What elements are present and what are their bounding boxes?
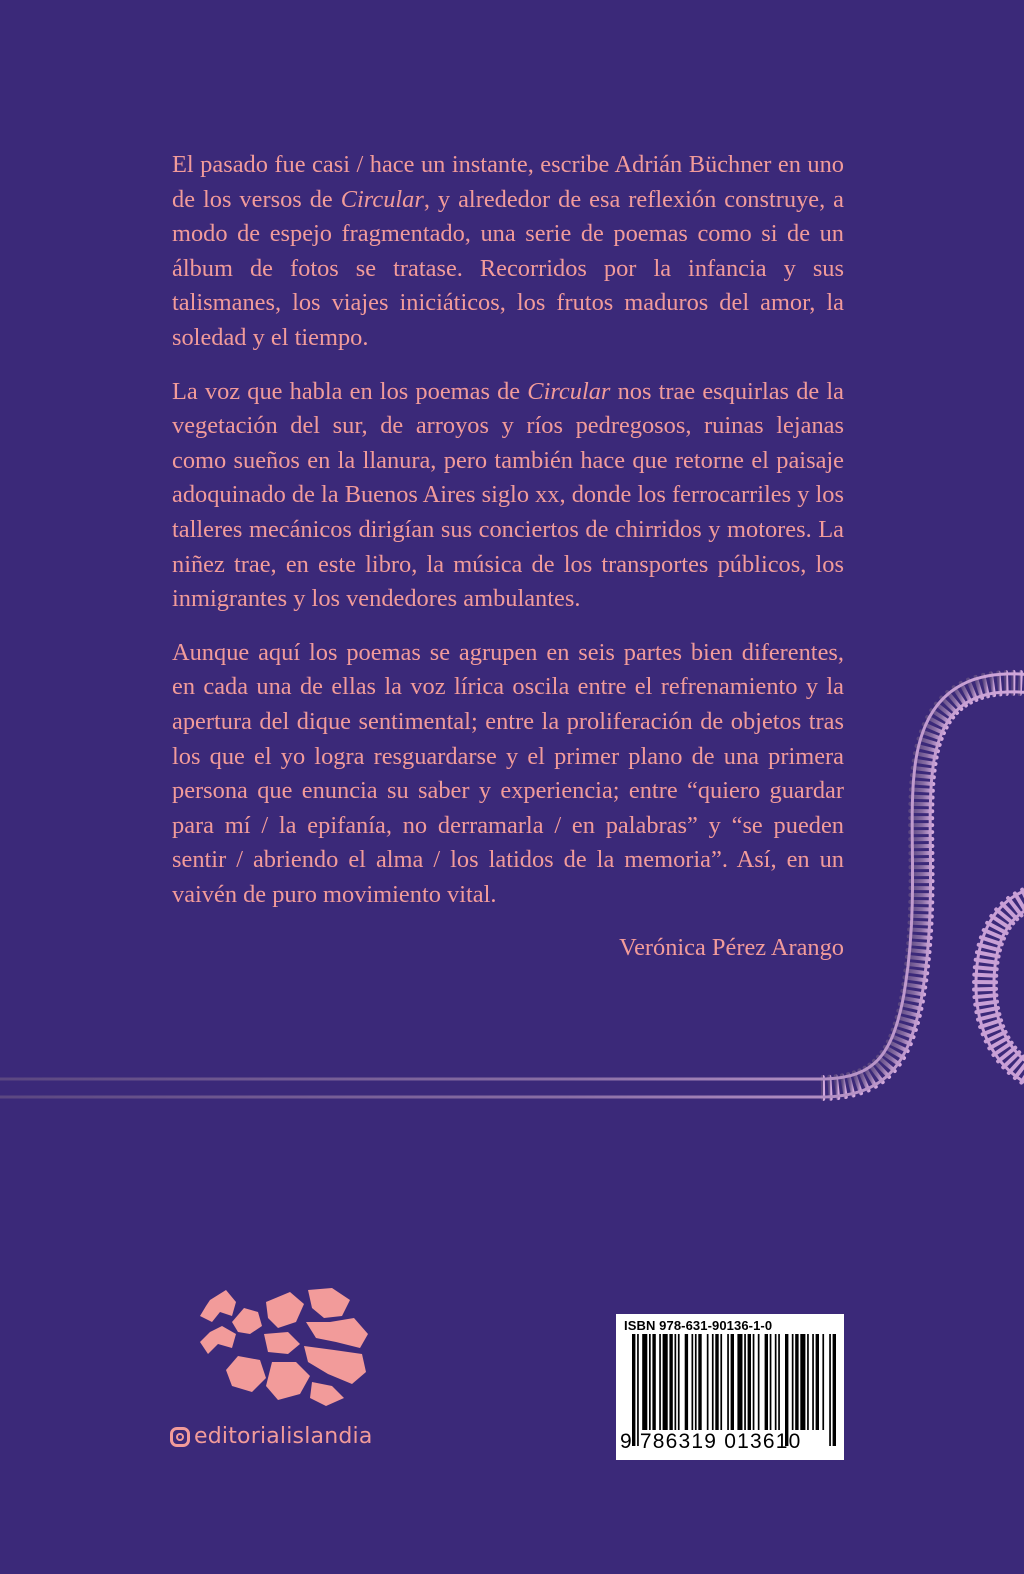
isbn-barcode <box>616 1314 844 1460</box>
book-title-italic: Circular <box>340 185 424 213</box>
instagram-icon <box>170 1427 190 1447</box>
blurb-author-signature: Verónica Pérez Arango <box>619 934 844 962</box>
blurb-paragraph-2 <box>172 375 844 617</box>
isbn-label: ISBN 978-631-90136-1-0 <box>624 1318 773 1333</box>
publisher-social-handle[interactable] <box>170 1424 373 1449</box>
publisher-logo-mark-icon <box>192 1282 372 1408</box>
blurb-p2-text-a: La voz que habla en los poemas de <box>172 377 528 405</box>
book-title-italic: Circular <box>527 377 611 405</box>
back-cover-blurb <box>172 148 844 985</box>
blurb-p2-text-b: nos trae esquirlas de la vegetación del sur, de arroyos y ríos pedregosos, ruinas lejanas como sueños en la llanura, pero también hace que retorne el paisaje adoquinado de la Buenos Aires siglo xx, donde los ferrocarriles y los talleres mecánicos dirigían sus conciertos de chirridos y motores. La niñez trae, en este libro, la música de los transportes públicos, los inmigrantes y los vendedores ambulantes. <box>172 377 844 613</box>
blurb-p1-text-a: El pasado fue casi / hace un instante, escribe Adrián Büchner en uno de los versos de <box>172 151 844 213</box>
blurb-paragraph-1 <box>172 148 844 356</box>
railway-track-secondary <box>974 884 1024 1090</box>
barcode-digits: 9 786319 013610 <box>620 1430 802 1453</box>
blurb-paragraph-3: Aunque aquí los poemas se agrupen en seis partes bien diferentes, en cada una de ellas la voz lírica oscila entre el refrenamiento y la apertura del dique sentimental; entre la proliferación de objetos tras los que el yo logra resguardarse y el primer plano de una primera persona que enuncia su saber y experiencia; entre “quiero guardar para mí / la epifanía, no derramarla / en palabras” y “se pueden sentir / abriendo el alma / los latidos de la memoria”. Así, en un vaivén de puro movimiento vital. <box>172 638 844 908</box>
blurb-p1-text-b: , y alrededor de esa reflexión construye, a modo de espejo fragmentado, una serie de poemas como si de un álbum de fotos se tratase. Recorridos por la infancia y sus talismanes, los viajes iniciáticos, los frutos maduros del amor, la soledad y el tiempo. <box>172 185 845 351</box>
publisher-handle-text: editorialislandia <box>194 1424 373 1449</box>
